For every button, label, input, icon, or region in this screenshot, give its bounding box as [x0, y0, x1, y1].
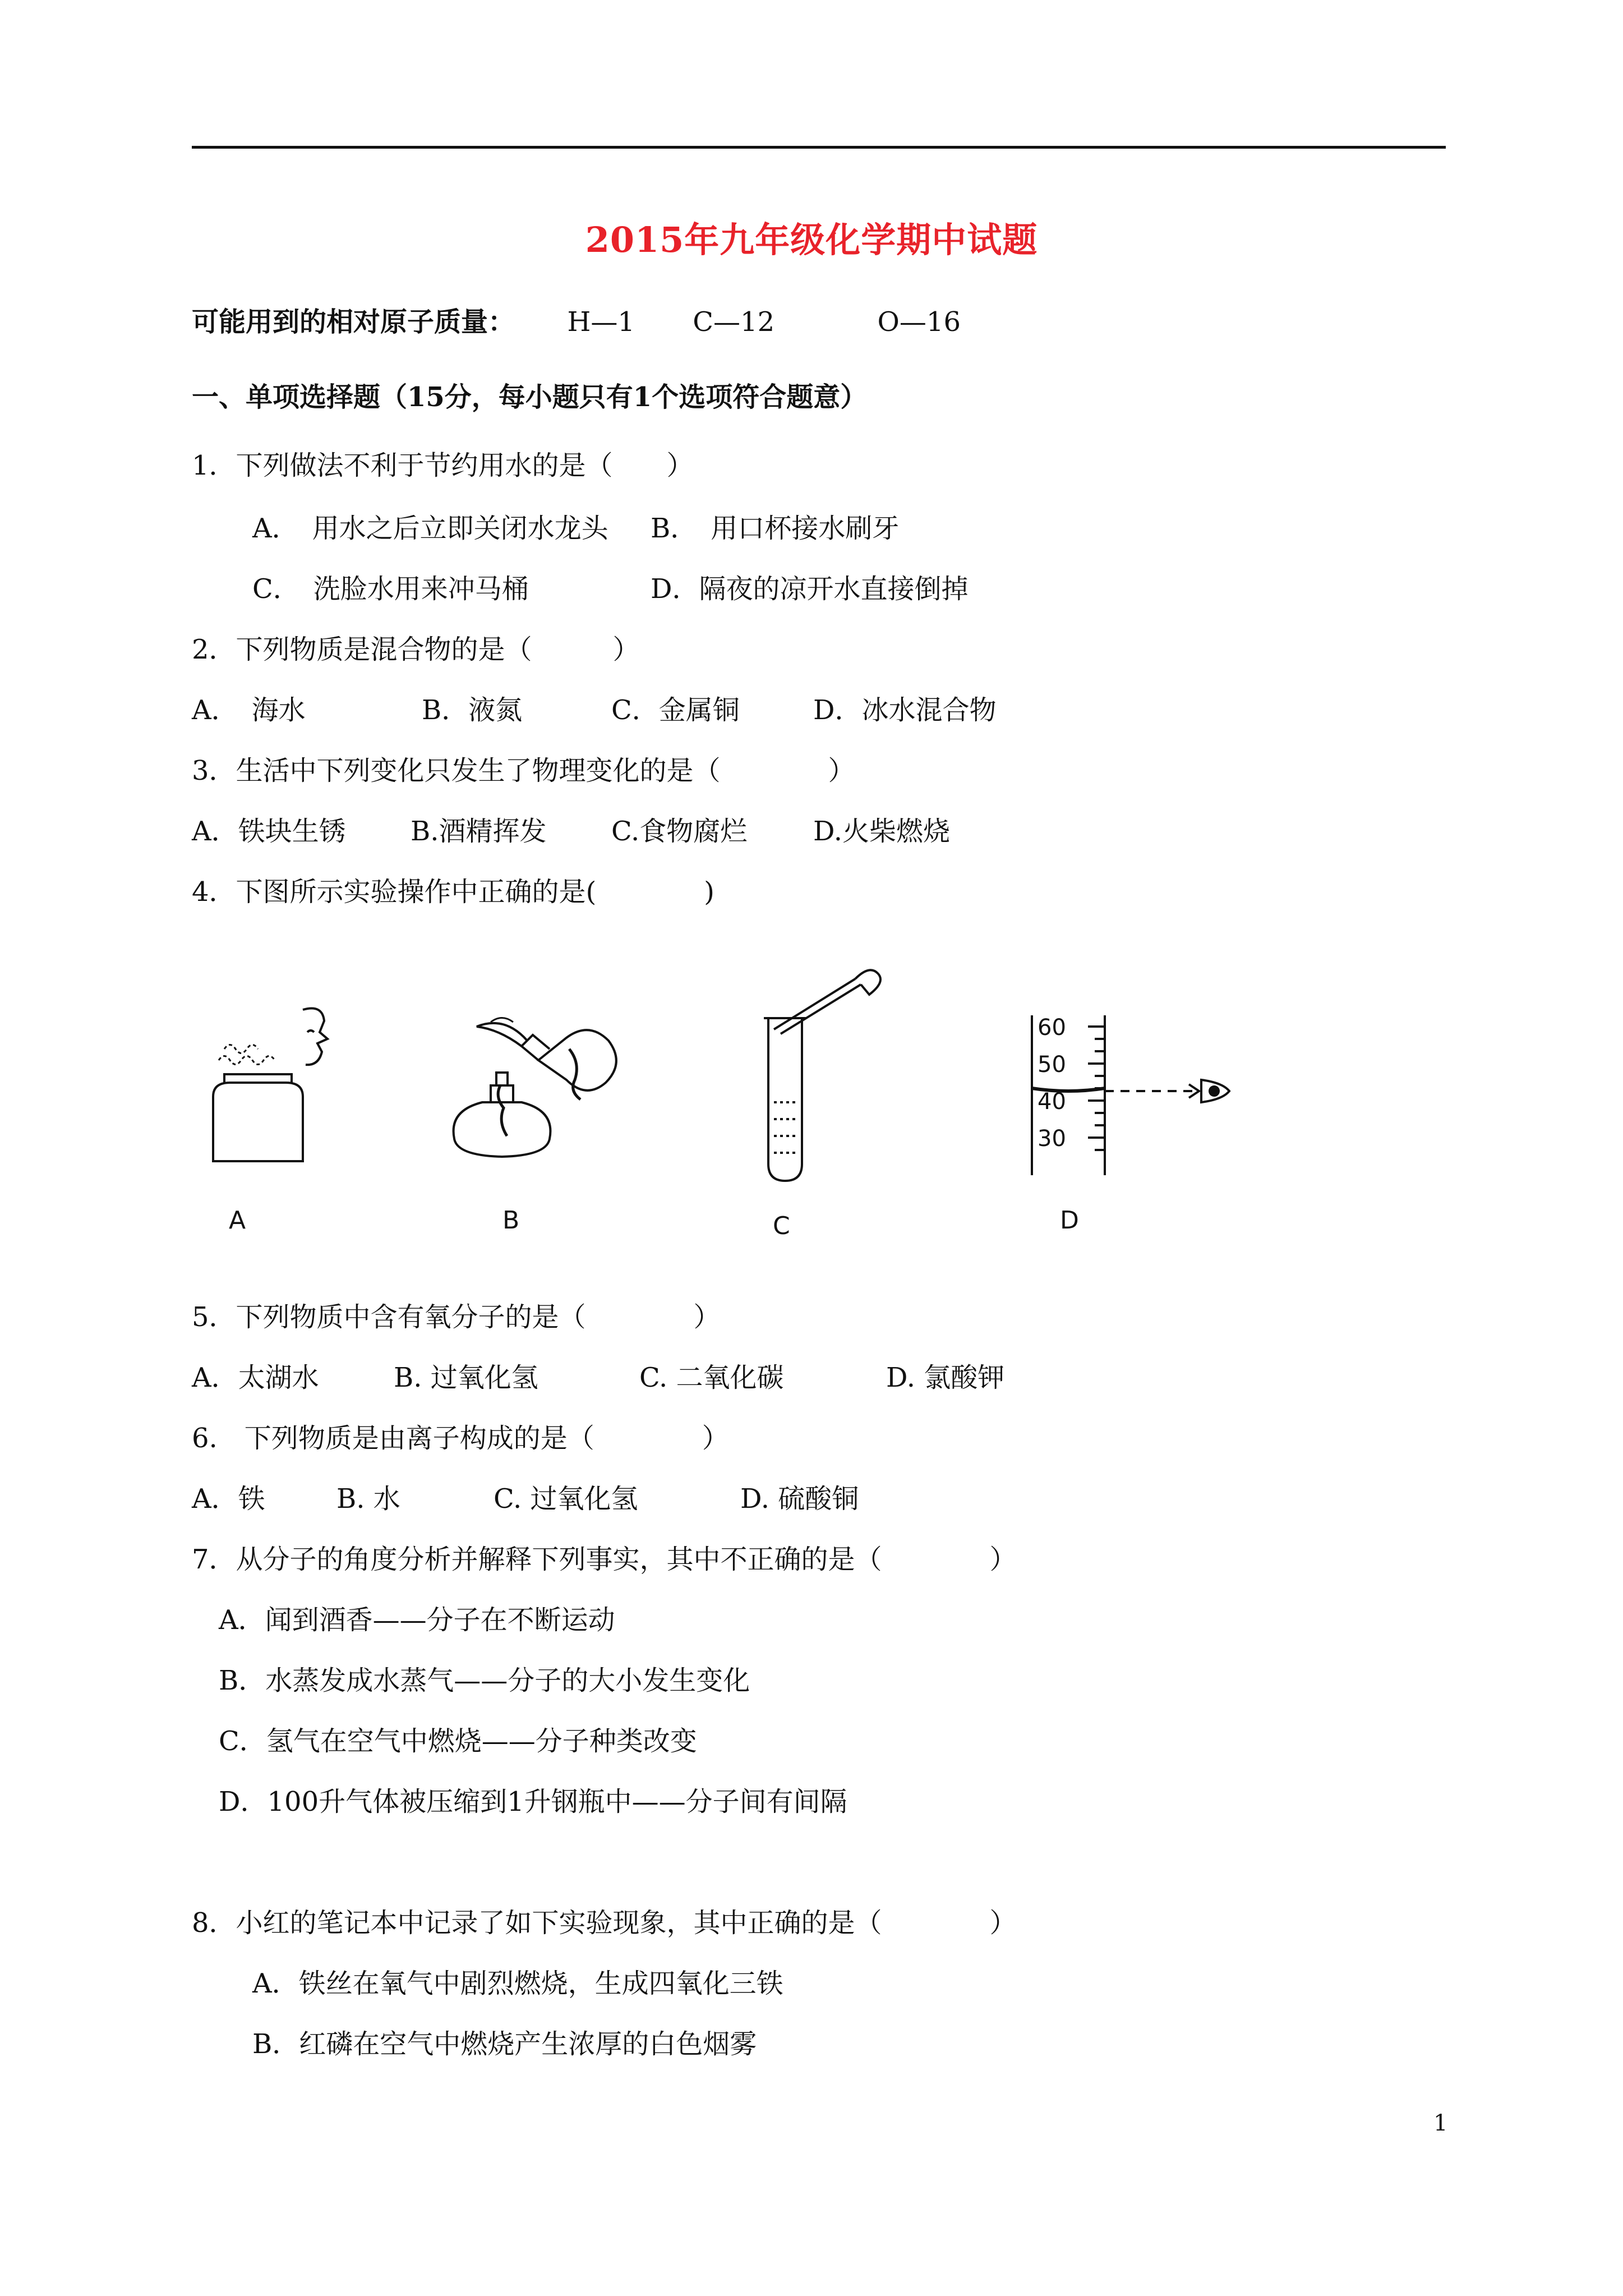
q7-option-c: C．氢气在空气中燃烧——分子种类改变 — [219, 1726, 697, 1757]
figure-c-dropper-test-tube — [751, 962, 897, 1186]
question-1: 1．下列做法不利于节约用水的是（ ） — [192, 450, 694, 481]
figure-b-alcohol-lamps — [437, 1010, 628, 1172]
q3-option-a: A．铁块生锈 — [192, 816, 346, 847]
question-8: 8．小红的笔记本中记录了如下实验现象，其中正确的是（ ） — [192, 1907, 1017, 1939]
atomic-mass-line — [192, 305, 961, 339]
question-6: 6. 下列物质是由离子构成的是（ ） — [192, 1423, 729, 1454]
q5-option-b: B. 过氧化氢 — [394, 1362, 538, 1393]
q6-option-a: A．铁 — [192, 1483, 265, 1515]
figure-a-smelling-jar — [208, 999, 342, 1172]
q2-option-b: B．液氮 — [422, 694, 523, 726]
question-4: 4．下图所示实验操作中正确的是( ) — [192, 876, 714, 908]
q5-option-a: A．太湖水 — [192, 1362, 319, 1393]
question-2: 2．下列物质是混合物的是（ ） — [192, 634, 640, 665]
cylinder-tick-30: 30 — [1038, 1126, 1066, 1152]
q6-option-c: C. 过氧化氢 — [494, 1483, 638, 1515]
atomic-mass-o: O—16 — [877, 306, 961, 338]
header-rule — [192, 146, 1446, 149]
q2-option-d: D．冰水混合物 — [813, 694, 997, 726]
q7-option-d: D．100升气体被压缩到1升钢瓶中——分子间有间隔 — [219, 1786, 847, 1818]
q7-option-a: A．闻到酒香——分子在不断运动 — [219, 1604, 615, 1636]
figure-d-graduated-cylinder — [1026, 1010, 1234, 1184]
q7-option-b: B．水蒸发成水蒸气——分子的大小发生变化 — [219, 1665, 750, 1696]
atomic-mass-c: C—12 — [693, 306, 775, 338]
q8-option-a: A．铁丝在氧气中剧烈燃烧，生成四氧化三铁 — [252, 1968, 783, 1999]
figure-d-label: D — [1060, 1206, 1079, 1235]
cylinder-tick-40: 40 — [1038, 1089, 1066, 1115]
q3-option-c: C.食物腐烂 — [611, 816, 748, 847]
q2-option-c: C．金属铜 — [611, 694, 740, 726]
atomic-mass-label: 可能用到的相对原子质量： — [192, 306, 515, 338]
q1-option-c: C． 洗脸水用来冲马桶 — [252, 573, 529, 605]
q6-option-b: B. 水 — [336, 1483, 400, 1515]
q5-option-c: C. 二氧化碳 — [639, 1362, 784, 1393]
cylinder-tick-50: 50 — [1038, 1052, 1066, 1078]
atomic-mass-h: H—1 — [567, 306, 635, 338]
section-heading: 一、单项选择题（15分，每小题只有1个选项符合题意） — [192, 381, 868, 413]
question-5: 5．下列物质中含有氧分子的是（ ） — [192, 1301, 721, 1333]
q3-option-b: B.酒精挥发 — [411, 816, 547, 847]
q1-option-d: D．隔夜的凉开水直接倒掉 — [651, 573, 969, 605]
q5-option-d: D. 氯酸钾 — [886, 1362, 1005, 1393]
q8-option-b: B．红磷在空气中燃烧产生浓厚的白色烟雾 — [252, 2028, 757, 2060]
cylinder-tick-60: 60 — [1038, 1015, 1066, 1041]
q3-option-d: D.火柴燃烧 — [813, 816, 951, 847]
figure-a-label: A — [229, 1206, 246, 1235]
figure-b-label: B — [502, 1206, 520, 1235]
question-3: 3．生活中下列变化只发生了物理变化的是（ ） — [192, 755, 855, 786]
question-7: 7．从分子的角度分析并解释下列事实，其中不正确的是（ ） — [192, 1544, 1017, 1575]
page-title: 2015年九年级化学期中试题 — [585, 219, 1038, 260]
figure-c-label: C — [773, 1212, 790, 1240]
q1-option-a: A． 用水之后立即关闭水龙头 — [252, 513, 608, 544]
page-number: 1 — [1433, 2110, 1448, 2136]
q1-option-b: B． 用口杯接水刷牙 — [651, 513, 900, 544]
q6-option-d: D. 硫酸铜 — [740, 1483, 859, 1515]
q2-option-a: A． 海水 — [192, 694, 306, 726]
